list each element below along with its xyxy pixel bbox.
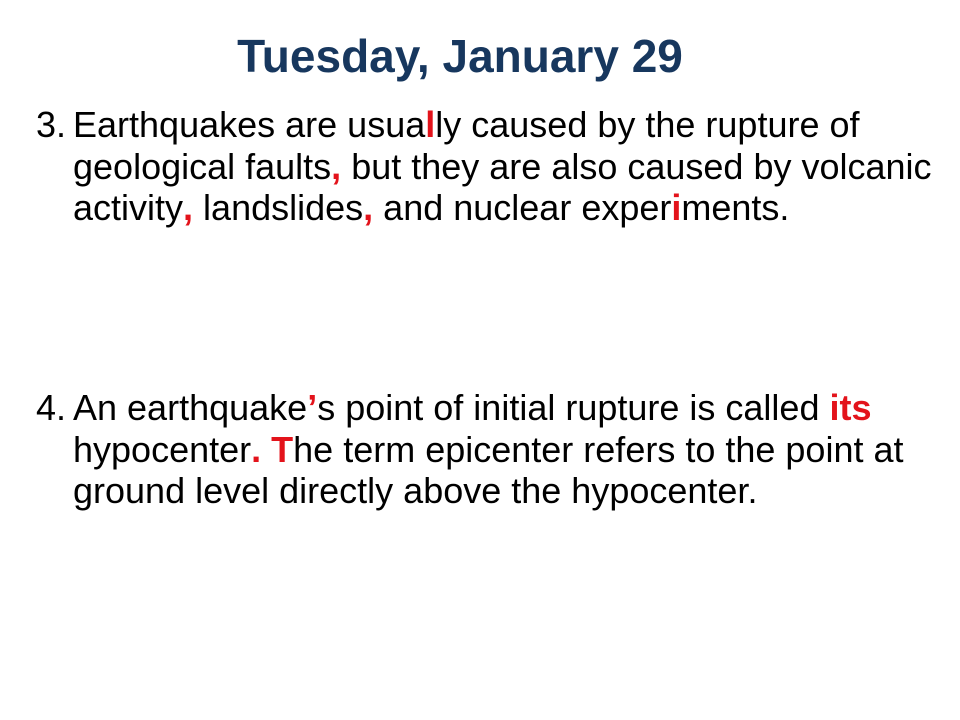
- highlighted-text: .: [251, 428, 262, 470]
- text-run: An earthquake: [73, 387, 308, 428]
- highlighted-text: ,: [183, 187, 194, 228]
- highlighted-text: i: [671, 187, 682, 228]
- text-run: hypocenter: [73, 428, 252, 470]
- text-run: but they are also caused by volcanic activity: [73, 145, 932, 228]
- item-text: [73, 387, 936, 512]
- text-run: ments.: [681, 187, 790, 228]
- highlighted-text: ,: [363, 187, 374, 228]
- item-number: 4.: [36, 387, 67, 428]
- highlighted-text: its: [829, 387, 872, 428]
- slide-title: Tuesday, January 29: [237, 30, 683, 82]
- highlighted-text: ’: [307, 387, 318, 428]
- highlighted-text: ,: [331, 145, 342, 187]
- text-run: landslides: [193, 187, 364, 228]
- text-run: s point of initial rupture is called: [317, 387, 830, 428]
- text-run: and nuclear exper: [373, 187, 672, 228]
- text-run: Earthquakes are usua: [73, 104, 426, 145]
- highlighted-text: l: [425, 104, 436, 145]
- highlighted-text: T: [271, 428, 294, 470]
- list-item: [36, 104, 936, 229]
- item-text: [73, 104, 936, 229]
- text-run: [261, 429, 271, 470]
- text-run: he term epicenter refers to the point at ground level directly above the hypocenter.: [73, 428, 904, 511]
- item-number: 3.: [36, 104, 67, 145]
- list-item: [36, 387, 936, 512]
- text-run: ly caused by the rupture of geological faults: [73, 104, 860, 187]
